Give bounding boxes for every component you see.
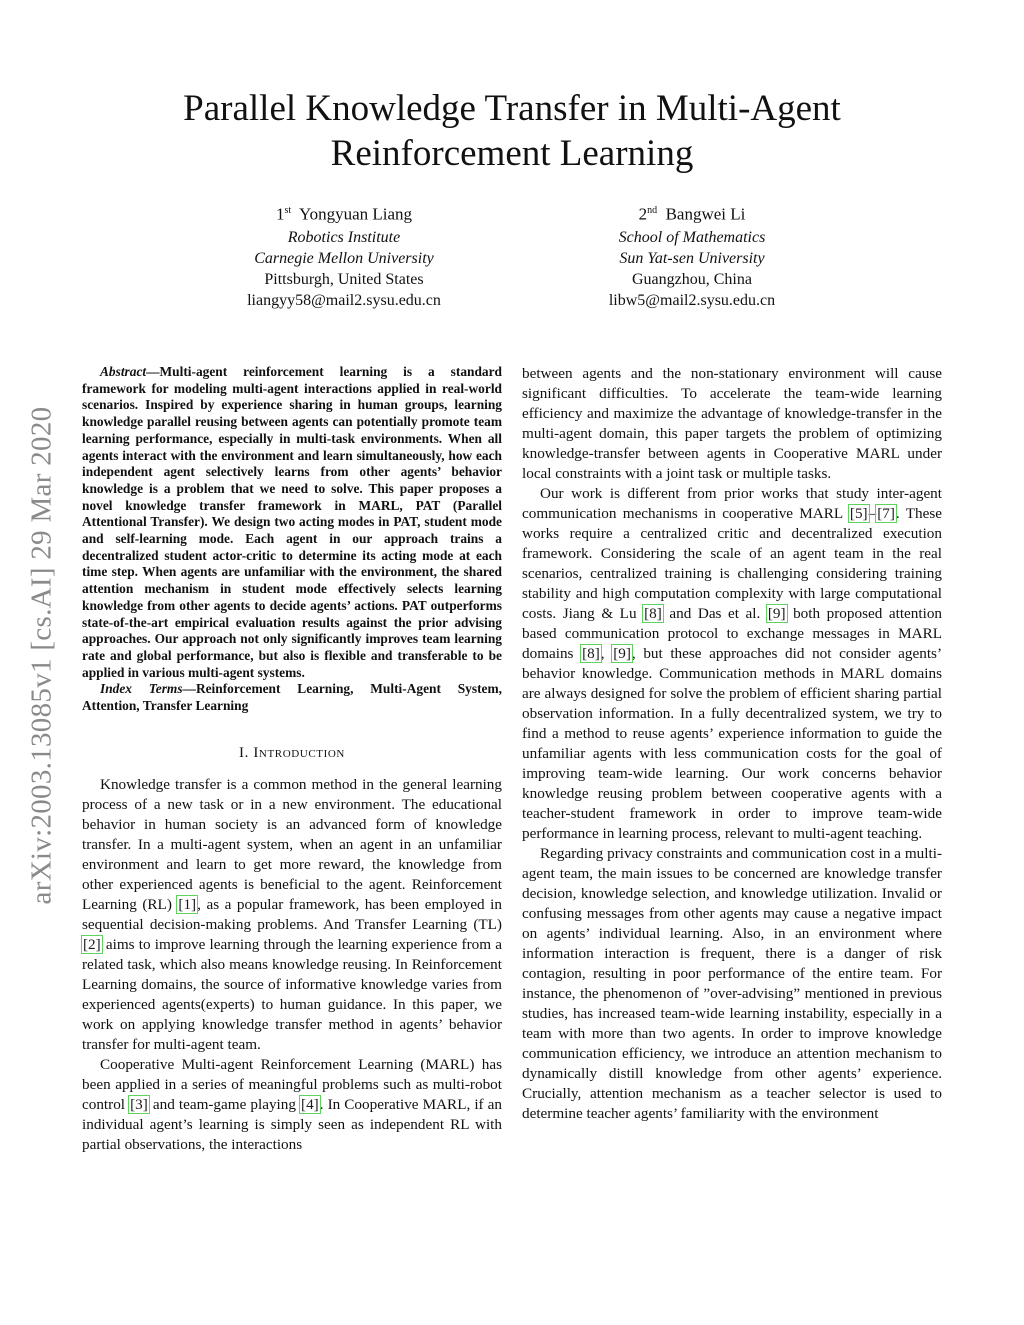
citation-link[interactable]: [9] [767,605,786,622]
author-ordinal: 1 [275,204,285,224]
author-department: School of Mathematics [618,228,766,246]
author-university: Sun Yat-sen University [619,249,765,267]
text-run: , as a popular framework, has been employed in sequential decision-making problems. And Transfer Learning (TL) [82,895,502,933]
intro-paragraph-3 [522,484,942,844]
citation-link[interactable]: [5] [849,505,868,522]
right-column [522,364,942,1124]
paper-title-line1: Parallel Knowledge Transfer in Multi-Agent [183,88,841,129]
citation-link[interactable]: [9] [613,645,631,662]
text-run: Cooperative Multi-agent Reinforcement Learning (MARL) has been applied in a series of meaningful problems such as multi-robot control [82,1055,502,1113]
author-name-text: Yongyuan Liang [299,204,413,224]
citation-link[interactable]: [8] [582,645,600,662]
intro-paragraph-1 [82,775,502,1055]
author-university: Carnegie Mellon University [254,249,434,267]
index-terms-text: —Reinforcement Learning, Multi-Agent System, Attention, Transfer Learning [82,681,502,714]
author-block-1 [184,200,504,311]
arxiv-identifier [22,360,62,950]
intro-paragraph-4: Regarding privacy constraints and communication cost in a multi-agent team, the main issues to be concerned are knowledge transfer decision, knowledge selection, and knowledge utilization. Invalid or confusing messages from other agents may cause a negative impact on agents’ individual learning. Also, in an environment where information interaction is frequent, there is a danger of risk contagion, resulting in poor performance of the entire team. For instance, the phenomenon of ”over-advising” mentioned in previous studies, has increased team-wide learning instability, especially in a team with more than two agents. In order to improve knowledge communication efficiency, we introduce an attention mechanism to dynamically distill knowledge from other agents’ experience. Crucially, attention mechanism as a teacher selector is used to determine teacher agents’ familiarity with the environment [522,845,942,1122]
abstract-label: Abstract [100,364,147,379]
citation-link[interactable]: [1] [178,895,197,913]
author-ordinal-suffix: st [284,205,292,216]
citation-link[interactable]: [3] [130,1095,148,1113]
author-email[interactable]: liangyy58@mail2.sysu.edu.cn [247,291,441,309]
text-run: . These works require a centralized critic and decentralized execution framework. Considering the scale of an agent team in the real scenarios, centralized training is challenging considering training stability and high computation complexity with large computational costs. Jiang & Lu [522,505,942,622]
text-run: Our work is different from prior works that study inter-agent communication mechanisms in cooperative MARL [522,485,942,522]
citation-link[interactable]: [7] [877,505,895,522]
intro-paragraph-2 [82,1055,502,1155]
citation-link[interactable]: [4] [301,1095,319,1113]
text-run: aims to improve learning through the learning experience from a related task, which also means knowledge reusing. In Reinforcement Learning domains, the source of informative knowledge varies from experienced agents(experts) to human guidance. In this paper, we work on applying knowledge transfer method in agents’ behavior transfer for multi-agent team. [82,935,502,1053]
text-run: both proposed attention based communication protocol to exchange messages in MARL domains [522,605,943,662]
text-run: , [600,645,613,662]
author-ordinal: 2 [638,204,648,224]
citation-link[interactable]: [8] [644,605,662,622]
author-ordinal-suffix: nd [647,205,658,216]
author-name-text: Bangwei Li [665,204,746,224]
text-run: , but these approaches did not consider agents’ behavior knowledge. Communication methods in MARL domains are always designed for solve the problem of efficient sharing partial observation information. In a fully decentralized system, we try to find a method to reuse agents’ experience information to guide the unfamiliar agents with less communication costs for the goal of improving team-wide learning. Our work concerns behavior knowledge reusing problem between cooperative agents with a teacher-student framework in order to improve team-wide performance in learning process, relevant to multi-agent teaching. [522,645,943,842]
author-name [184,200,504,225]
intro-paragraph-2-continued: between agents and the non-stationary environment will cause significant difficulties. To accelerate the team-wide learning efficiency and maximize the advantage of knowledge-transfer in the multi-agent domain, this paper targets the problem of optimizing knowledge-transfer between agents in Cooperative MARL under local constraints with a joint task or multiple tasks. [522,365,942,482]
paper-title-line2: Reinforcement Learning [330,133,694,174]
paper-title [0,86,1024,176]
text-run: . In Cooperative MARL, if an individual agent’s learning is simply seen as independent RL with partial observations, the interactions [82,1095,502,1153]
index-terms-label: Index Terms [100,681,183,697]
left-column [82,364,502,1155]
text-run: Knowledge transfer is a common method in the general learning process of a new task or in a new environment. The educational behavior in human society is an advanced form of knowledge transfer. In a multi-agent system, when an agent in an unfamiliar environment and learn to get more reward, the knowledge from other experienced agents is beneficial to the agent. Reinforcement Learning (RL) [82,775,502,913]
citation-link[interactable]: [2] [83,935,101,953]
section-heading-introduction: I. Introduction [239,744,345,761]
index-terms [82,681,502,714]
author-block-2 [532,200,852,311]
text-run: and team-game playing [148,1095,301,1113]
abstract-text: —Multi-agent reinforcement learning is a standard framework for modeling multi-agent interactions applied in real-world scenarios. Inspired by experience sharing in human groups, learning knowledge parallel reusing between agents can potentially promote team learning performance, especially in multi-task environments. When all agents interact with the environment and learn simultaneously, how each independent agent selectively learns from other agents’ behavior knowledge is a problem that we need to solve. This paper proposes a novel knowledge transfer framework in MARL, PAT (Parallel Attentional Transfer). We design two acting modes in PAT, student mode and self-learning mode. Each agent in our approach trains a decentralized student actor-critic to determine its acting mode at each time step. When agents are unfamiliar with the environment, the shared attention mechanism in student mode effectively selects learning knowledge from other agents to decide agents’ actions. PAT outperforms state-of-the-art empirical evaluation results against the prior advising approaches. Our approach not only significantly improves team learning rate and global performance, but also is flexible and transferable to be applied in various multi-agent systems. [82,364,502,680]
author-department: Robotics Institute [287,228,401,246]
author-name [532,200,852,225]
arxiv-identifier-text: arXiv:2003.13085v1 [cs.AI] 29 Mar 2020 [25,406,58,904]
text-run: and Das et al. [662,605,767,622]
author-email[interactable]: libw5@mail2.sysu.edu.cn [608,291,776,309]
author-location: Pittsburgh, United States [264,270,424,288]
text-run: – [868,505,877,522]
author-location: Guangzhou, China [632,270,752,288]
abstract [82,364,502,681]
